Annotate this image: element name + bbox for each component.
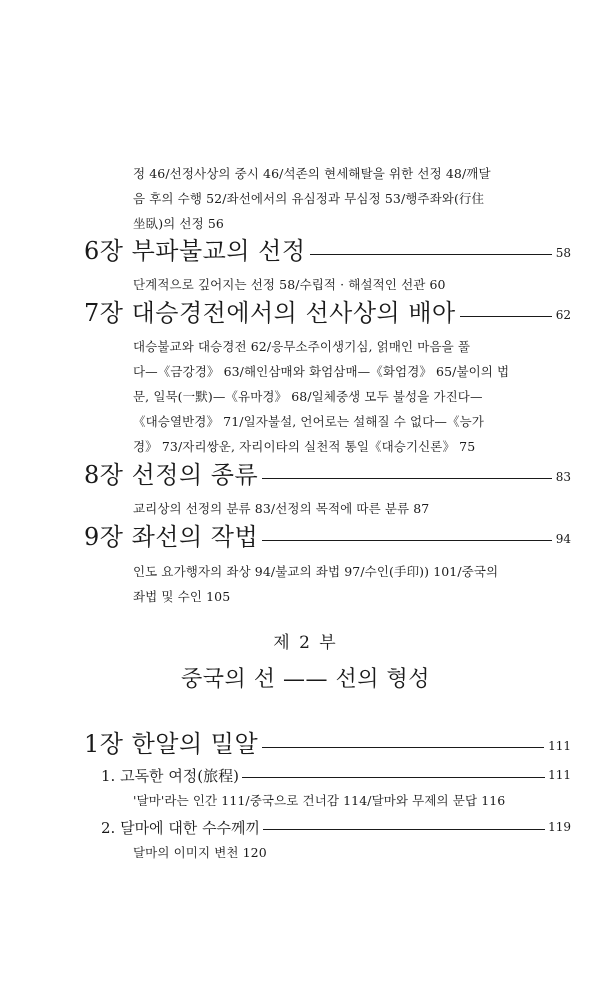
chapter-page-number: 83 <box>555 470 571 484</box>
chapter-6-heading[interactable] <box>84 233 571 267</box>
toc-entry-line: 좌법 및 수인 105 <box>133 589 231 604</box>
toc-entry-line: 교리상의 선정의 분류 83/선정의 목적에 따른 분류 87 <box>133 501 430 516</box>
dot-leader <box>460 316 552 317</box>
dot-leader <box>262 540 552 541</box>
section-title: 2. 달마에 대한 수수께끼 <box>101 819 261 837</box>
dot-leader <box>242 777 545 778</box>
chapter-title: 8장 선정의 종류 <box>84 461 259 489</box>
chapter-7-heading[interactable] <box>84 295 571 329</box>
dot-leader <box>310 254 552 255</box>
section-page-number: 111 <box>548 768 571 782</box>
part-title: 중국의 선 —— 선의 형성 <box>181 667 430 692</box>
toc-entry-line: '달마'라는 인간 111/중국으로 건너감 114/달마와 무제의 문답 116 <box>133 793 506 808</box>
toc-entry-line: 《대승열반경》 71/일자불설, 언어로는 설해질 수 없다—《능가 <box>133 414 484 429</box>
part2-chapter-1-heading[interactable] <box>84 726 571 760</box>
toc-entry-line: 정 46/선정사상의 중시 46/석존의 현세해탈을 위한 선정 48/깨달 <box>133 166 491 181</box>
toc-entry-line: 경》 73/자리쌍운, 자리이타의 실천적 통일《대승기신론》 75 <box>133 439 476 454</box>
section-page-number: 119 <box>548 820 571 834</box>
toc-entry-line: 다—《금강경》 63/해인삼매와 화엄삼매—《화엄경》 65/불이의 법 <box>133 364 510 379</box>
toc-entry-line: 문, 일묵(一默)—《유마경》 68/일체중생 모두 불성을 가진다— <box>133 389 483 404</box>
chapter-page-number: 62 <box>555 308 571 322</box>
toc-entry-line: 단계적으로 깊어지는 선정 58/수립적 · 해설적인 선관 60 <box>133 277 446 292</box>
chapter-title: 7장 대승경전에서의 선사상의 배아 <box>84 299 456 327</box>
section-title: 1. 고독한 여정(旅程) <box>101 767 240 785</box>
toc-entry-line: 인도 요가행자의 좌상 94/불교의 좌법 97/수인(手印)) 101/중국의 <box>133 564 499 579</box>
chapter-page-number: 58 <box>555 246 571 260</box>
toc-entry-line: 대승불교와 대승경전 62/응무소주이생기심, 얽매인 마음을 풀 <box>133 339 471 354</box>
chapter-title: 6장 부파불교의 선정 <box>84 237 306 265</box>
dot-leader <box>262 478 552 479</box>
toc-entry-line: 坐臥)의 선정 56 <box>133 216 224 231</box>
dot-leader <box>263 829 545 830</box>
toc-entry-line: 달마의 이미지 변천 120 <box>133 845 267 860</box>
chapter-title: 9장 좌선의 작법 <box>84 523 259 551</box>
chapter-title: 1장 한알의 밀알 <box>84 730 259 758</box>
chapter-8-heading[interactable] <box>84 457 571 491</box>
chapter-9-heading[interactable] <box>84 519 571 553</box>
dot-leader <box>262 747 544 748</box>
chapter-page-number: 111 <box>548 739 571 753</box>
chapter-page-number: 94 <box>555 532 571 546</box>
toc-entry-line: 음 후의 수행 52/좌선에서의 유심정과 무심정 53/행주좌와(行住 <box>133 191 485 206</box>
part-number: 제 2 부 <box>273 633 338 653</box>
section-1-heading[interactable] <box>101 763 571 787</box>
section-2-heading[interactable] <box>101 815 571 839</box>
